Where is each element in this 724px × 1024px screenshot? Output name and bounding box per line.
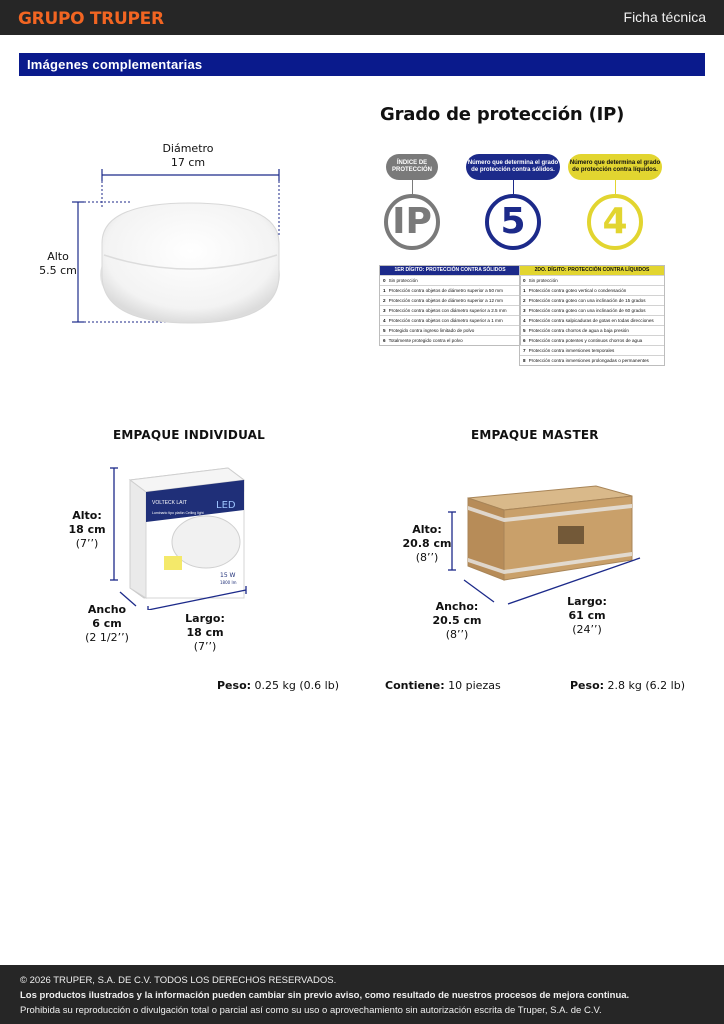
liquids-row-text: Protección contra chorros de agua a baja presión bbox=[528, 328, 629, 333]
footer-notice: Los productos ilustrados y la información pueden cambiar sin previo aviso, como resultado de nuestros procesos de mejora continua. bbox=[20, 990, 630, 1001]
liquids-row-text: Protección contra inmersiones prolongadas o permanentes bbox=[528, 358, 649, 363]
pill-index: ÍNDICE DE PROTECCIÓN bbox=[386, 154, 438, 180]
solids-row bbox=[380, 305, 520, 315]
liquids-table bbox=[519, 265, 665, 366]
solids-table bbox=[379, 265, 521, 346]
diameter-value: 17 cm bbox=[170, 156, 206, 169]
liquids-row-number: 6 bbox=[523, 338, 526, 343]
box-brand: VOLTECK LAIT bbox=[152, 500, 187, 506]
liquids-row-number: 3 bbox=[523, 308, 526, 313]
liquids-row-number: 4 bbox=[523, 318, 526, 323]
master-contents: Contiene: 10 piezas bbox=[385, 679, 501, 692]
box-watts: 15 W bbox=[220, 572, 236, 579]
solids-row-text: Protección contra objetos de diámetro superior a 12 mm bbox=[388, 298, 503, 303]
solids-row bbox=[380, 285, 520, 295]
lamp-body bbox=[102, 203, 279, 323]
liquids-row-text: Protección contra inmersiones temporales bbox=[528, 348, 615, 353]
liquids-row-text: Protección contra goteo vertical o condensación bbox=[528, 288, 627, 293]
height-value: 5.5 cm bbox=[39, 264, 77, 277]
liquids-row-number: 2 bbox=[523, 298, 526, 303]
master-ancho: Ancho: 20.5 cm (8’’) bbox=[432, 600, 482, 641]
liquids-table-header: 2DO. DÍGITO: PROTECCIÓN CONTRA LÍQUIDOS bbox=[520, 266, 664, 275]
liquids-row-number: 5 bbox=[523, 328, 526, 333]
solids-row bbox=[380, 335, 520, 345]
individual-heading: EMPAQUE INDIVIDUAL bbox=[113, 428, 265, 442]
box-led: LED bbox=[216, 500, 236, 511]
top-bar bbox=[0, 0, 724, 35]
master-heading: EMPAQUE MASTER bbox=[471, 428, 599, 442]
liquids-row-text: Protección contra potentes y continuos chorros de agua bbox=[528, 338, 643, 343]
solids-row-text: Protección contra objetos con diámetro superior a 1 mm bbox=[388, 318, 503, 323]
pill-liquids: Número que determina el grado de protección contra líquidos. bbox=[568, 154, 662, 180]
section-bar bbox=[19, 53, 705, 76]
solids-row bbox=[380, 295, 520, 305]
liquids-row-number: 0 bbox=[523, 278, 526, 283]
ip-title: Grado de protección (IP) bbox=[380, 104, 625, 125]
solids-row-text: Protegido contra ingreso limitado de polvo bbox=[388, 328, 475, 333]
solids-row-number: 2 bbox=[383, 298, 386, 303]
liquids-row bbox=[520, 275, 664, 285]
pill-solids: Número que determina el grado de protección contra sólidos. bbox=[466, 154, 560, 180]
liquids-row bbox=[520, 285, 664, 295]
solids-row bbox=[380, 315, 520, 325]
individual-box-illustration bbox=[108, 460, 258, 610]
solids-table-header: 1ER DÍGITO: PROTECCIÓN CONTRA SÓLIDOS bbox=[380, 266, 520, 275]
doc-type-label: Ficha técnica bbox=[623, 9, 706, 25]
solids-row-text: Sin protección bbox=[388, 278, 418, 283]
liquids-row bbox=[520, 305, 664, 315]
footer-copyright: © 2026 TRUPER, S.A. DE C.V. TODOS LOS DERECHOS RESERVADOS. bbox=[20, 975, 337, 986]
solids-digit-circle: 5 bbox=[485, 194, 541, 250]
liquids-row-number: 7 bbox=[523, 348, 526, 353]
liquids-row-number: 1 bbox=[523, 288, 526, 293]
individual-weight: Peso: 0.25 kg (0.6 lb) bbox=[217, 679, 339, 692]
footer-prohibition: Prohibida su reproducción o divulgación total o parcial así como su uso o aprovechamiento sin autorización escrita de Truper, S.A. de C.V. bbox=[20, 1005, 602, 1016]
box-lumens: 1800 lm bbox=[220, 580, 237, 585]
solids-row-number: 0 bbox=[383, 278, 386, 283]
individual-alto: Alto: 18 cm (7’’) bbox=[68, 509, 106, 550]
solids-row bbox=[380, 275, 520, 285]
box-desc: Luminario tipo plafón Ceiling light bbox=[152, 511, 204, 515]
solids-row-number: 1 bbox=[383, 288, 386, 293]
liquids-row-text: Protección contra goteo con una inclinación de 15 grados bbox=[528, 298, 646, 303]
liquids-row bbox=[520, 355, 664, 365]
product-illustration bbox=[70, 165, 300, 335]
solids-row-number: 5 bbox=[383, 328, 386, 333]
section-title: Imágenes complementarias bbox=[27, 57, 203, 72]
master-box-illustration bbox=[446, 478, 646, 608]
master-largo: Largo: 61 cm (24’’) bbox=[567, 595, 607, 636]
solids-row bbox=[380, 325, 520, 335]
solids-row-number: 4 bbox=[383, 318, 386, 323]
liquids-row-number: 8 bbox=[523, 358, 526, 363]
footer bbox=[0, 965, 724, 1024]
solids-row-text: Totalmente protegido contra el polvo bbox=[388, 338, 463, 343]
solids-row-text: Protección contra objetos con diámetro superior a 2.5 mm bbox=[388, 308, 507, 313]
liquids-row-text: Protección contra goteo con una inclinación de 60 grados bbox=[528, 308, 646, 313]
solids-row-text: Protección contra objetos de diámetro superior a 50 mm bbox=[388, 288, 503, 293]
ip-circle: IP bbox=[384, 194, 440, 250]
liquids-row bbox=[520, 295, 664, 305]
liquids-row bbox=[520, 315, 664, 325]
master-weight: Peso: 2.8 kg (6.2 lb) bbox=[570, 679, 685, 692]
liquids-row-text: Sin protección bbox=[528, 278, 558, 283]
liquids-row bbox=[520, 325, 664, 335]
liquids-row bbox=[520, 345, 664, 355]
solids-row-number: 3 bbox=[383, 308, 386, 313]
liquids-row-text: Protección contra salpicaduras de gotas en todas direcciones bbox=[528, 318, 654, 323]
brand-logo: GRUPO TRUPER bbox=[18, 9, 164, 29]
liquids-digit-circle: 4 bbox=[587, 194, 643, 250]
master-alto: Alto: 20.8 cm (8’’) bbox=[402, 523, 452, 564]
height-label: Alto bbox=[47, 250, 69, 263]
individual-largo: Largo: 18 cm (7’’) bbox=[185, 612, 225, 653]
solids-row-number: 6 bbox=[383, 338, 386, 343]
diameter-label: Diámetro bbox=[162, 142, 214, 155]
individual-ancho: Ancho 6 cm (2 1/2’’) bbox=[85, 603, 129, 644]
liquids-row bbox=[520, 335, 664, 345]
